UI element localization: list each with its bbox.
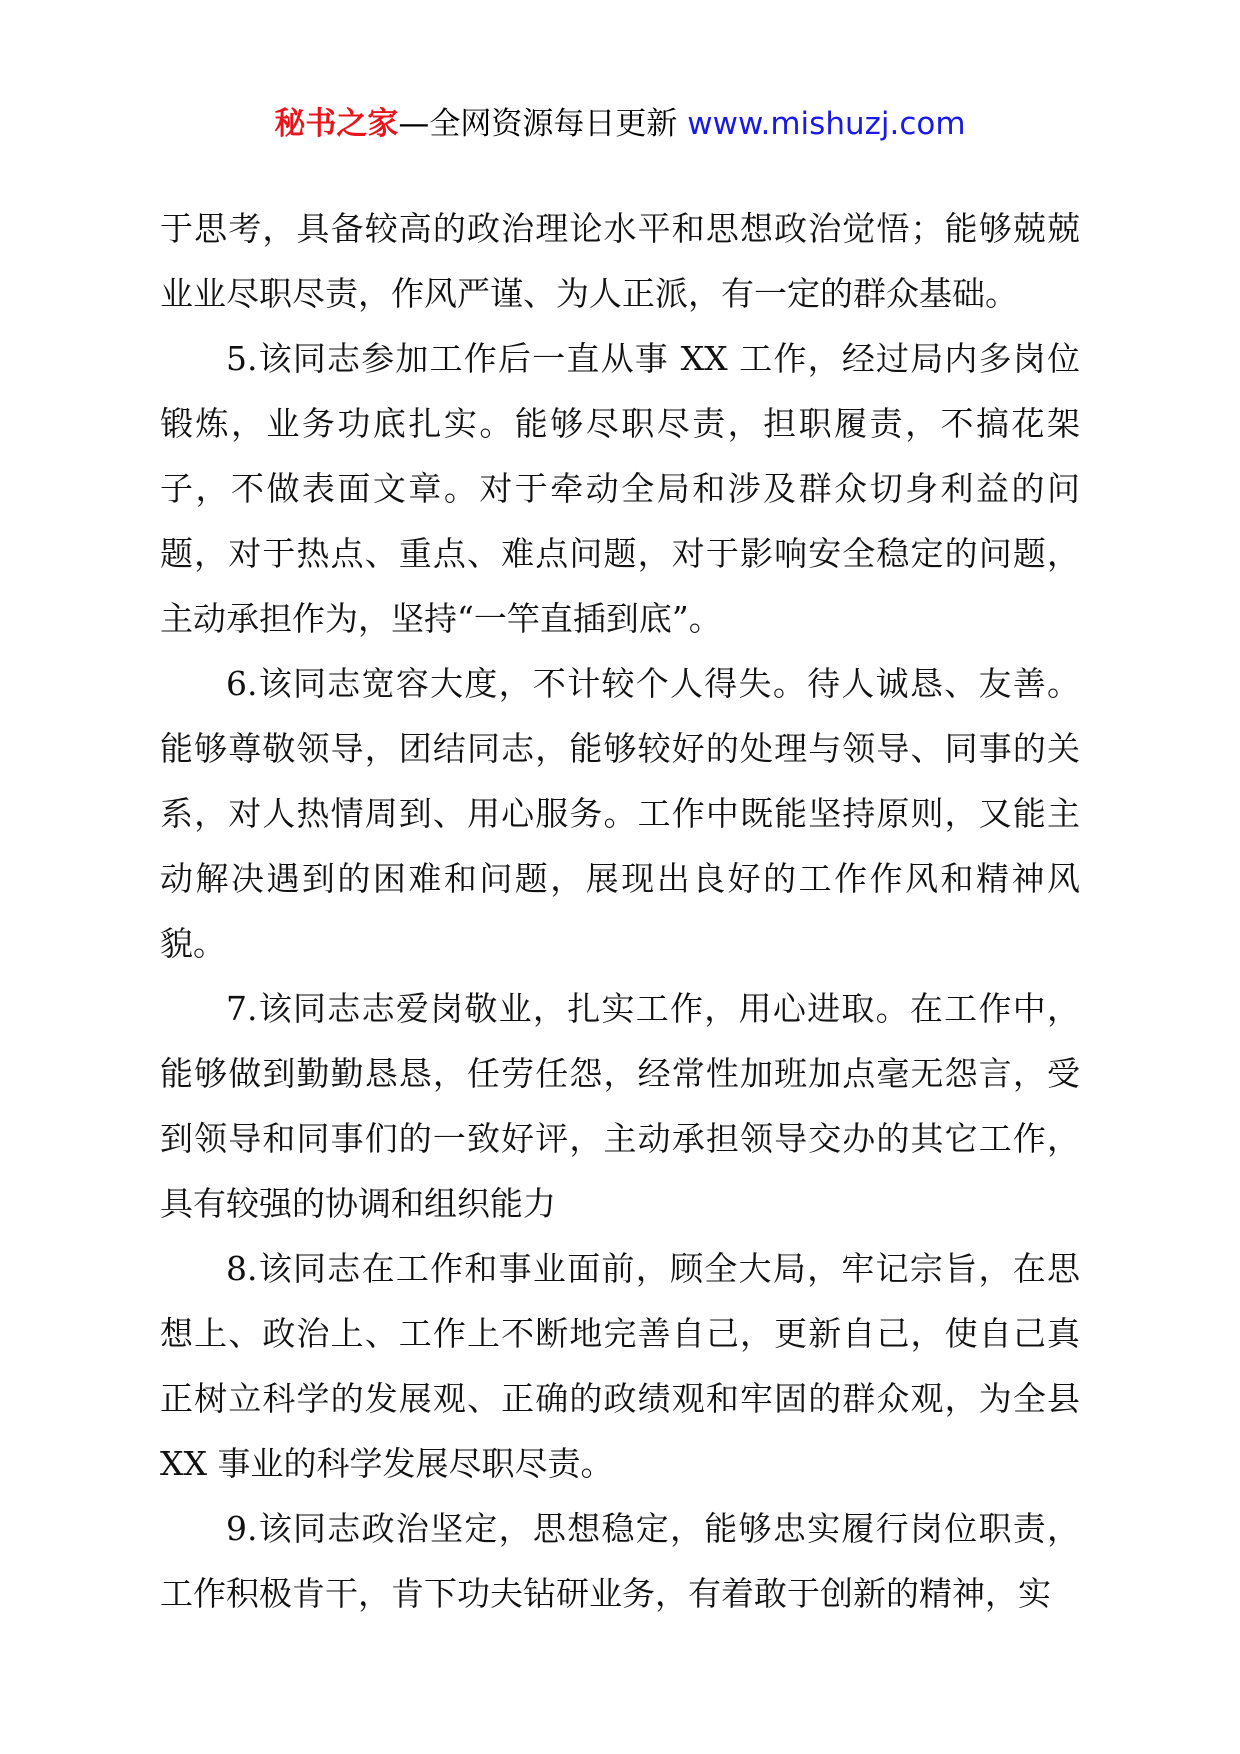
paragraph-item-7: 7.该同志志爱岗敬业，扎实工作，用心进取。在工作中，能够做到勤勤恳恳，任劳任怨，经常性加班加点毫无怨言，受到领导和同事们的一致好评，主动承担领导交办的其它工作，具有较强的协调和组织能力 <box>160 989 1080 1223</box>
paragraph-item-6: 6.该同志宽容大度，不计较个人得失。待人诚恳、友善。能够尊敬领导，团结同志，能够较好的处理与领导、同事的关系，对人热情周到、用心服务。工作中既能坚持原则，又能主动解决遇到的困难和问题，展现出良好的工作作风和精神风貌。 <box>160 664 1080 963</box>
paragraph-item-8: 8.该同志在工作和事业面前，顾全大局，牢记宗旨，在思想上、政治上、工作上不断地完善自己，更新自己，使自己真正树立科学的发展观、正确的政绩观和牢固的群众观，为全县 XX 事业的科学发展尽职尽责。 <box>160 1249 1080 1483</box>
paragraph-continuation: 于思考，具备较高的政治理论水平和思想政治觉悟；能够兢兢业业尽职尽责，作风严谨、为人正派，有一定的群众基础。 <box>160 209 1080 313</box>
brand-name: 秘书之家 <box>274 106 399 142</box>
website-link[interactable]: www.mishuzj.com <box>687 106 966 142</box>
header-tagline: —全网资源每日更新 <box>398 106 678 142</box>
page-header <box>0 100 1240 148</box>
paragraph-item-9: 9.该同志政治坚定，思想稳定，能够忠实履行岗位职责，工作积极肯干，肯下功夫钻研业务，有着敢于创新的精神，实 <box>160 1509 1080 1613</box>
paragraph-item-5: 5.该同志参加工作后一直从事 XX 工作，经过局内多岗位锻炼，业务功底扎实。能够尽职尽责，担职履责，不搞花架子，不做表面文章。对于牵动全局和涉及群众切身利益的问题，对于热点、重点、难点问题，对于影响安全稳定的问题，主动承担作为，坚持“一竿直插到底”。 <box>160 339 1080 638</box>
document-body <box>160 196 1080 1626</box>
